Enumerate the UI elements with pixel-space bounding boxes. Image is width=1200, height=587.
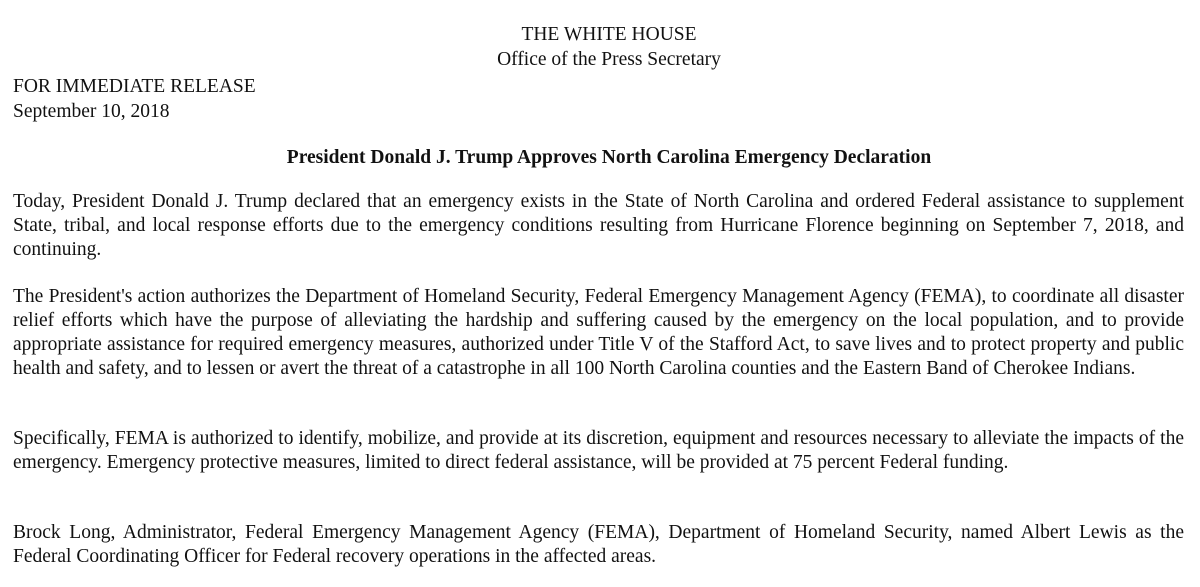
title-text: President Donald J. Trump Approves North Carolina Emergency Declaration [286, 147, 932, 168]
paragraph-declaration: Today, President Donald J. Trump declared that an emergency exists in the State of North Carolina and ordered Federal assistance to supplement State, tribal, and local response efforts due to the emergency conditions resulting from Hurricane Florence beginning on September 7, 2018, and continuing. [13, 191, 1184, 260]
release-info [13, 74, 256, 124]
paragraph-authorization: The President's action authorizes the Department of Homeland Security, Federal Emergency Management Agency (FEMA), to coordinate all disaster relief efforts which have the purpose of alleviating the hardship and suffering caused by the emergency on the local population, and to provide appropriate assistance for required emergency measures, authorized under Title V of the Stafford Act, to save lives and to protect property and public health and safety, and to lessen or avert the threat of a catastrophe in all 100 North Carolina counties and the Eastern Band of Cherokee Indians. [13, 286, 1184, 379]
paragraph-coordinating-officer: Brock Long, Administrator, Federal Emergency Management Agency (FEMA), Department of Homeland Security, named Albert Lewis as the Federal Coordinating Officer for Federal recovery operations in the affected areas. [13, 522, 1184, 567]
office-name: Office of the Press Secretary [497, 49, 721, 70]
paragraph-fema-authority: Specifically, FEMA is authorized to identify, mobilize, and provide at its discretion, equipment and resources necessary to alleviate the impacts of the emergency. Emergency protective measures, limited to direct federal assistance, will be provided at 75 percent Federal funding. [13, 428, 1184, 473]
org-name: THE WHITE HOUSE [521, 24, 697, 45]
release-date: September 10, 2018 [13, 101, 170, 122]
release-header [0, 22, 1200, 72]
page-title [0, 145, 1200, 170]
release-label: FOR IMMEDIATE RELEASE [13, 76, 256, 97]
